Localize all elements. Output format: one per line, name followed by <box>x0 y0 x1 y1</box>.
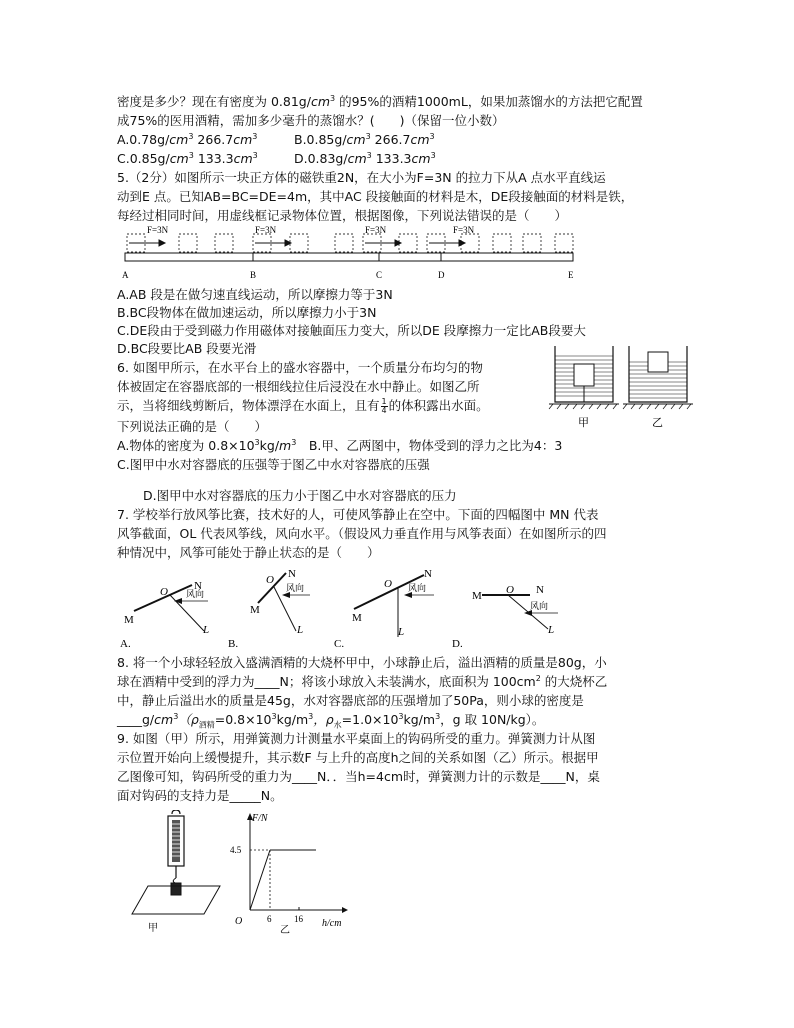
origin-label: O <box>235 916 243 927</box>
force-label: F=3N <box>255 226 277 235</box>
label-o: O <box>160 586 168 598</box>
label-l: L <box>548 624 555 636</box>
track-bar <box>125 253 573 261</box>
kite-figure-b <box>228 568 310 650</box>
x-axis-label: h/cm <box>322 918 342 929</box>
label-yi: 乙 <box>280 925 290 934</box>
container-yi <box>623 346 693 409</box>
point-label-e: E <box>568 270 574 280</box>
label-yi: 乙 <box>652 417 663 429</box>
position-box <box>335 234 353 252</box>
force-label: F=3N <box>147 226 169 235</box>
q8-line-4: $\_\_\_\_g/cm^3(\rho_{酒精}=0.8\times 10^3kg/m^3$，$\rho_水=1.0\times 10^3kg/m^3$，g 取 10N/kg）。 <box>117 711 545 730</box>
point-label-a: A <box>122 270 129 280</box>
floating-block <box>648 352 668 372</box>
label-m: M <box>352 612 362 624</box>
q6-line-2: 体被固定在容器底部的一根细线拉住后浸没在水中静止。如图乙所 <box>117 379 480 394</box>
q5-option-b: B.BC段物体在做加速运动，所以摩擦力小于3N <box>117 305 377 320</box>
label-o: O <box>506 584 514 596</box>
container-jia <box>549 346 619 409</box>
q6-option-a-b: A.物体的密度为 $0.8\times 10^3kg/m^3$ B.甲、乙两图中，物体受到的浮力之比为4：3 <box>117 437 563 453</box>
q9-line-1: 9. 如图（甲）所示，用弹簧测力计测量水平桌面上的钩码所受的重力。弹簧测力计从图 <box>117 731 596 746</box>
hook-weight <box>171 883 181 895</box>
label-l: L <box>398 626 405 638</box>
kite-figure-a <box>120 580 209 650</box>
fraction-one-quarter: $\frac{1}{4}$ <box>381 397 387 415</box>
q6-containers-figure <box>545 342 695 430</box>
label-l: L <box>297 624 304 636</box>
q6-line-4: 下列说法正确的是（ ） <box>117 419 268 434</box>
position-box <box>179 234 197 252</box>
wind-label: 风向 <box>408 583 427 593</box>
wind-label: 风向 <box>286 583 305 593</box>
position-box <box>523 234 541 252</box>
label-m: M <box>124 614 134 626</box>
kite-figure-c <box>334 568 434 650</box>
point-label-d: D <box>438 270 445 280</box>
option-label-c: C. <box>334 638 345 650</box>
q7-line-3: 种情况中，风筝可能处于静止状态的是（ ） <box>117 545 380 560</box>
q4-option-a: $A.0.78g/cm^3$ $266.7cm^3$ <box>117 131 258 147</box>
q8-line-1: 8. 将一个小球轻轻放入盛满酒精的大烧杯甲中，小球静止后，溢出酒精的质量是80g，小 <box>117 655 607 670</box>
position-box <box>555 234 573 252</box>
force-label: F=3N <box>453 226 475 235</box>
q6-line-1: 6. 如图甲所示，在水平台上的盛水容器中，一个质量分布均匀的物 <box>117 360 483 375</box>
label-n: N <box>536 584 544 596</box>
option-label-b: B. <box>228 638 239 650</box>
position-box <box>290 234 308 252</box>
scale-hook-top <box>172 810 180 814</box>
option-label-a: A. <box>120 638 131 650</box>
label-o: O <box>266 574 274 586</box>
q5-option-d: D.BC段要比AB 段要光滑 <box>117 341 257 356</box>
position-box <box>493 234 511 252</box>
y-tick-label: 4.5 <box>230 845 242 855</box>
wind-label: 风向 <box>530 601 549 611</box>
label-l: L <box>203 624 210 636</box>
q5-line-2: 动到E 点。已知AB=BC=DE=4m，其中AC 段接触面的材料是木，DE段接触面的材料是铁， <box>117 189 634 204</box>
point-label-b: B <box>250 270 257 280</box>
q9-force-height-chart <box>230 810 360 934</box>
position-box <box>215 234 233 252</box>
force-label: F=3N <box>365 226 387 235</box>
label-jia: 甲 <box>578 417 589 429</box>
q4-option-c: $C.0.85g/cm^3$ $133.3cm^3$ <box>117 150 258 166</box>
q5-motion-figure <box>117 226 587 282</box>
q4-option-b: $B.0.85g/cm^3$ $266.7cm^3$ <box>294 131 435 147</box>
q7-kite-figures <box>112 565 592 653</box>
q4-option-d: $D.0.83g/cm^3$ $133.3cm^3$ <box>294 150 436 166</box>
x-tick-6: 6 <box>267 914 272 924</box>
q9-line-2: 示位置开始向上缓慢提升，其示数F 与上升的高度h之间的关系如图（乙）所示。根据甲 <box>117 750 599 765</box>
label-n: N <box>194 580 202 592</box>
q7-line-2: 风筝截面，OL 代表风筝线，风向水平。（假设风力垂直作用与风筝表面）在如图所示的四 <box>117 526 607 541</box>
label-m: M <box>250 604 260 616</box>
kite-figure-d <box>452 584 558 650</box>
q5-line-3: 每经过相同时间，用虚线框记录物体位置，根据图像，下列说法错误的是（ ） <box>117 208 568 223</box>
q9-line-3: 乙图像可知，钩码所受的重力为____N．．当h=4cm时，弹簧测力计的示数是____N，桌 <box>117 769 600 784</box>
label-m: M <box>472 590 482 602</box>
option-label-d: D. <box>452 638 463 650</box>
q7-line-1: 7. 学校举行放风筝比赛，技术好的人，可使风筝静止在空中。下面的四幅图中 MN 代表 <box>117 507 599 522</box>
label-o: O <box>384 578 392 590</box>
graph-rising-segment <box>250 850 270 910</box>
label-n: N <box>424 568 432 580</box>
q6-option-d: D.图甲中水对容器底的压力小于图乙中水对容器底的压力 <box>143 488 457 503</box>
q4-line-2: 成75%的医用酒精，需加多少毫升的蒸馏水？( )（保留一位小数） <box>117 113 505 128</box>
y-axis-label: F/N <box>252 813 268 824</box>
q5-option-c: C.DE段由于受到磁力作用磁体对接触面压力变大，所以DE 段摩擦力一定比AB段要大 <box>117 323 586 338</box>
q5-option-a: A.AB 段是在做匀速直线运动，所以摩擦力等于3N <box>117 287 393 302</box>
label-n: N <box>288 568 296 580</box>
q4-line-1: 密度是多少？现在有密度为 $0.81g/cm^3$ 的95%的酒精1000mL，如果加蒸馏水的方法把它配置 <box>117 93 643 109</box>
point-label-c: C <box>376 270 383 280</box>
q8-line-2: 球在酒精中受到的浮力为____N；将该小球放入未装满水，底面积为 $100cm^2$ 的大烧杯乙 <box>117 673 608 689</box>
object-block <box>574 364 594 386</box>
q9-line-4: 面对钩码的支持力是_____N。 <box>117 788 283 803</box>
x-tick-16: 16 <box>294 914 303 924</box>
q9-spring-scale-figure <box>128 810 228 934</box>
wind-label: 风向 <box>186 589 205 599</box>
q6-option-c: C.图甲中水对容器底的压强等于图乙中水对容器底的压强 <box>117 457 430 472</box>
q6-line-3: 示，当将细线剪断后，物体漂浮在水面上，且有 $\frac{1}{4}$ 的体积露出水面。 <box>117 397 489 415</box>
label-jia: 甲 <box>148 923 158 934</box>
q8-line-3: 中，静止后溢出水的质量是45g，水对容器底部的压强增加了50Pa，则小球的密度是 <box>117 693 584 708</box>
q5-line-1: 5.（2分）如图所示一块正方体的磁铁重2N，在大小为F=3N 的拉力下从A 点水平直线运 <box>117 170 606 185</box>
